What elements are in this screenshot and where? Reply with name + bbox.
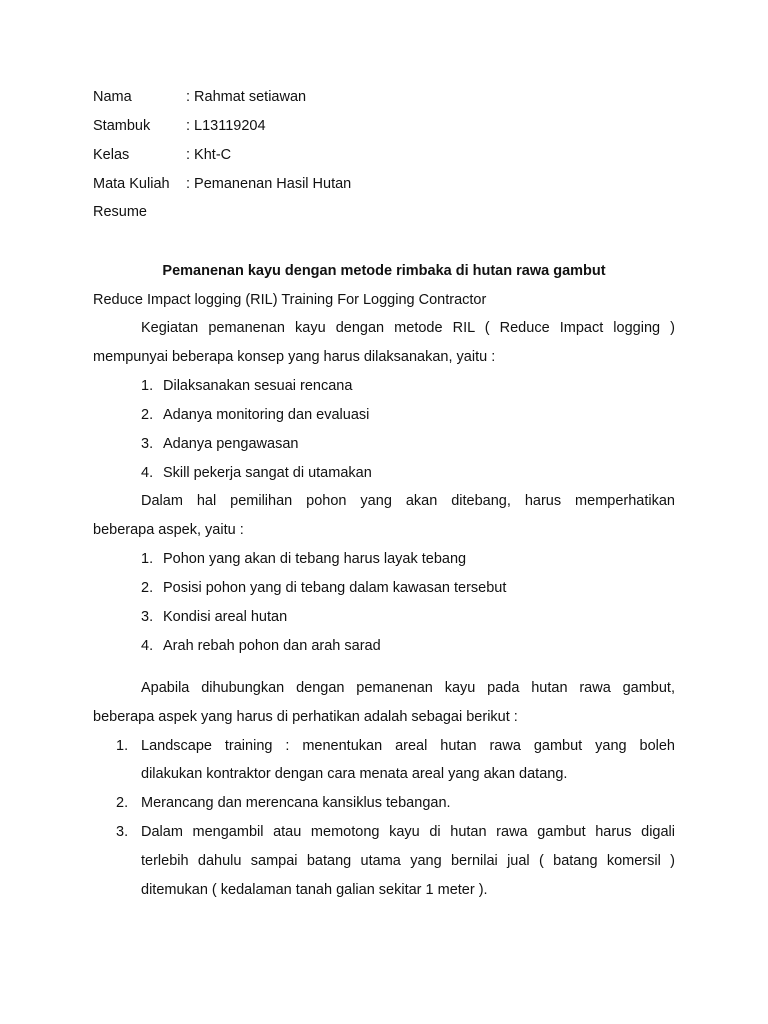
para1-line2: mempunyai beberapa konsep yang harus dilaksanakan, yaitu : [93, 349, 496, 365]
list3-item3-number: 3. [116, 824, 129, 840]
matkul-label: Mata Kuliah [93, 176, 170, 192]
list2-item2-text: Posisi pohon yang di tebang dalam kawasan tersebut [163, 580, 507, 596]
list2-item1-number: 1. [141, 551, 154, 567]
stambuk-value: : L13119204 [186, 118, 266, 134]
list1-item2-number: 2. [141, 407, 154, 423]
kelas-value: : Kht-C [186, 147, 232, 163]
list2-item2-number: 2. [141, 580, 154, 596]
list2-item1-text: Pohon yang akan di tebang harus layak tebang [163, 551, 467, 567]
list1-item4-number: 4. [141, 465, 154, 481]
list1-item2-text: Adanya monitoring dan evaluasi [163, 407, 370, 423]
list3-item2-line1: Merancang dan merencana kansiklus tebangan. [141, 795, 451, 811]
kelas-label: Kelas [93, 147, 130, 163]
stambuk-label: Stambuk [93, 118, 151, 134]
list1-item1-text: Dilaksanakan sesuai rencana [163, 378, 353, 394]
header-kelas-row [93, 145, 231, 165]
list3-item3-line3: ditemukan ( kedalaman tanah galian sekitar 1 meter ). [141, 882, 488, 898]
list1-item3-text: Adanya pengawasan [163, 436, 299, 452]
list1-item1-number: 1. [141, 378, 154, 394]
list2-item4-number: 4. [141, 638, 154, 654]
header-matkul-row [93, 174, 351, 194]
nama-value: : Rahmat setiawan [186, 89, 307, 105]
list1-item4-text: Skill pekerja sangat di utamakan [163, 465, 372, 481]
list2-item4-text: Arah rebah pohon dan arah sarad [163, 638, 381, 654]
para3-line2: beberapa aspek yang harus di perhatikan adalah sebagai berikut : [93, 709, 518, 725]
list3-item3-line2: terlebih dahulu sampai batang utama yang bernilai jual ( batang komersil ) [141, 853, 675, 869]
list3-item2-number: 2. [116, 795, 129, 811]
para2-line1: Dalam hal pemilihan pohon yang akan ditebang, harus memperhatikan [141, 493, 675, 509]
para1-line1: Kegiatan pemanenan kayu dengan metode RIL ( Reduce Impact logging ) [141, 320, 675, 336]
header-stambuk-row [93, 116, 266, 136]
header-nama-row [93, 87, 306, 107]
document-title: Pemanenan kayu dengan metode rimbaka di hutan rawa gambut [162, 263, 606, 279]
resume-label: Resume [93, 204, 147, 220]
document-subtitle: Reduce Impact logging (RIL) Training For Logging Contractor [93, 292, 487, 308]
matkul-value: : Pemanenan Hasil Hutan [186, 176, 352, 192]
list3-item1-number: 1. [116, 738, 129, 754]
list3-item3-line1: Dalam mengambil atau memotong kayu di hutan rawa gambut harus digali [141, 824, 675, 840]
nama-label: Nama [93, 89, 132, 105]
list2-item3-text: Kondisi areal hutan [163, 609, 288, 625]
list1-item3-number: 3. [141, 436, 154, 452]
para3-line1: Apabila dihubungkan dengan pemanenan kayu pada hutan rawa gambut, [141, 680, 675, 696]
list3-item1-line2: dilakukan kontraktor dengan cara menata areal yang akan datang. [141, 766, 568, 782]
list2-item3-number: 3. [141, 609, 154, 625]
list3-item1-line1: Landscape training : menentukan areal hutan rawa gambut yang boleh [141, 738, 675, 754]
para2-line2: beberapa aspek, yaitu : [93, 522, 244, 538]
